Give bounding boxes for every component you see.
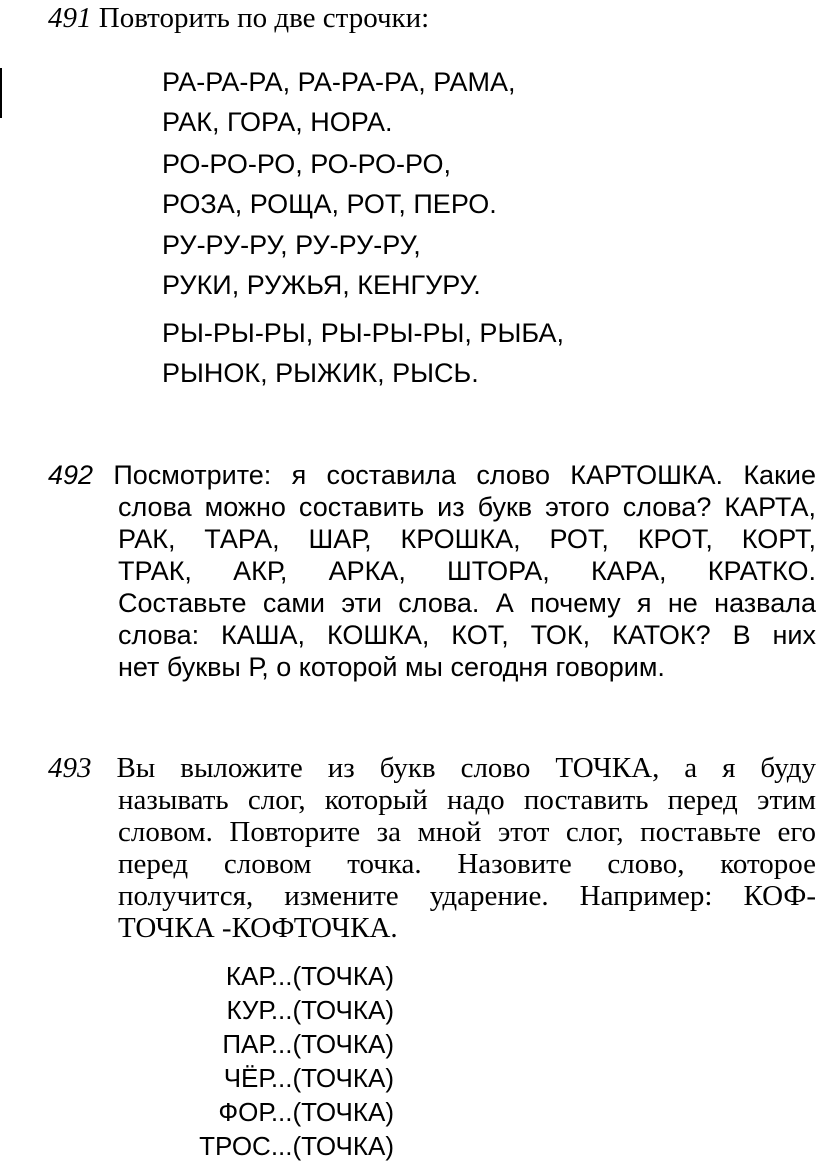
paragraph-line: называть слог, который надо поставить перед этим: [118, 784, 816, 816]
exercise-title: Повторить по две строчки:: [98, 2, 430, 34]
paragraph-line: словом. Повторите за мной этот слог, поставьте его: [118, 816, 816, 848]
paragraph-line: РАК, ТАРА, ШАР, КРОШКА, РОТ, КРОТ, КОРТ,: [118, 524, 816, 554]
paragraph-line: ТРАК, АКР, АРКА, ШТОРА, КАРА, КРАТКО.: [118, 556, 816, 586]
drill-line: РОЗА, РОЩА, РОТ, ПЕРО.: [162, 189, 497, 219]
paragraph-line: нет буквы Р, о которой мы сегодня говорим.: [118, 652, 665, 682]
paragraph-line: Посмотрите: я составила слово КАРТОШКА. Какие: [113, 460, 816, 490]
paragraph-line: слова: КАША, КОШКА, КОТ, ТОК, КАТОК? В них: [118, 620, 816, 650]
exercise-number: 492: [48, 460, 94, 490]
syllable-item: КАР...(ТОЧКА): [225, 961, 394, 991]
drill-line: РЫ-РЫ-РЫ, РЫ-РЫ-РЫ, РЫБА,: [162, 318, 564, 348]
paragraph-line: слова можно составить из букв этого слова? КАРТА,: [118, 492, 816, 522]
drill-line: РАК, ГОРА, НОРА.: [162, 107, 393, 137]
paragraph-line: Вы выложите из букв слово ТОЧКА, а я буду: [116, 752, 816, 784]
drill-line: РА-РА-РА, РА-РА-РА, РАМА,: [162, 67, 516, 97]
drill-group-ry: [162, 313, 564, 393]
margin-rule: [0, 68, 2, 118]
paragraph-line: получится, измените ударение. Например: КОФ-: [118, 880, 816, 912]
exercise-number: 491: [48, 2, 92, 34]
exercise-493-first-line: [48, 752, 816, 785]
drill-line: РЫНОК, РЫЖИК, РЫСЬ.: [162, 358, 479, 388]
drill-line: РУ-РУ-РУ, РУ-РУ-РУ,: [162, 230, 421, 260]
exercise-492-first-line: [48, 460, 816, 491]
exercise-number: 493: [48, 752, 92, 784]
syllable-item: КУР...(ТОЧКА): [226, 995, 394, 1025]
drill-group-ru: [162, 225, 481, 305]
drill-line: РУКИ, РУЖЬЯ, КЕНГУРУ.: [162, 270, 481, 300]
paragraph-line: перед словом точка. Назовите слово, которое: [118, 848, 816, 880]
drill-group-ro: [162, 144, 497, 224]
syllable-item: ТРОС...(ТОЧКА): [199, 1131, 394, 1161]
drill-group-ra: [162, 62, 515, 142]
syllable-item: ФОР...(ТОЧКА): [218, 1097, 394, 1127]
syllable-item: ЧЁР...(ТОЧКА): [223, 1063, 394, 1093]
paragraph-line: Составьте сами эти слова. А почему я не назвала: [118, 588, 816, 618]
exercise-491-heading: [48, 2, 429, 35]
syllable-item: ПАР...(ТОЧКА): [222, 1029, 394, 1059]
drill-line: РО-РО-РО, РО-РО-РО,: [162, 149, 451, 179]
paragraph-line: ТОЧКА -КОФТОЧКА.: [118, 912, 398, 944]
